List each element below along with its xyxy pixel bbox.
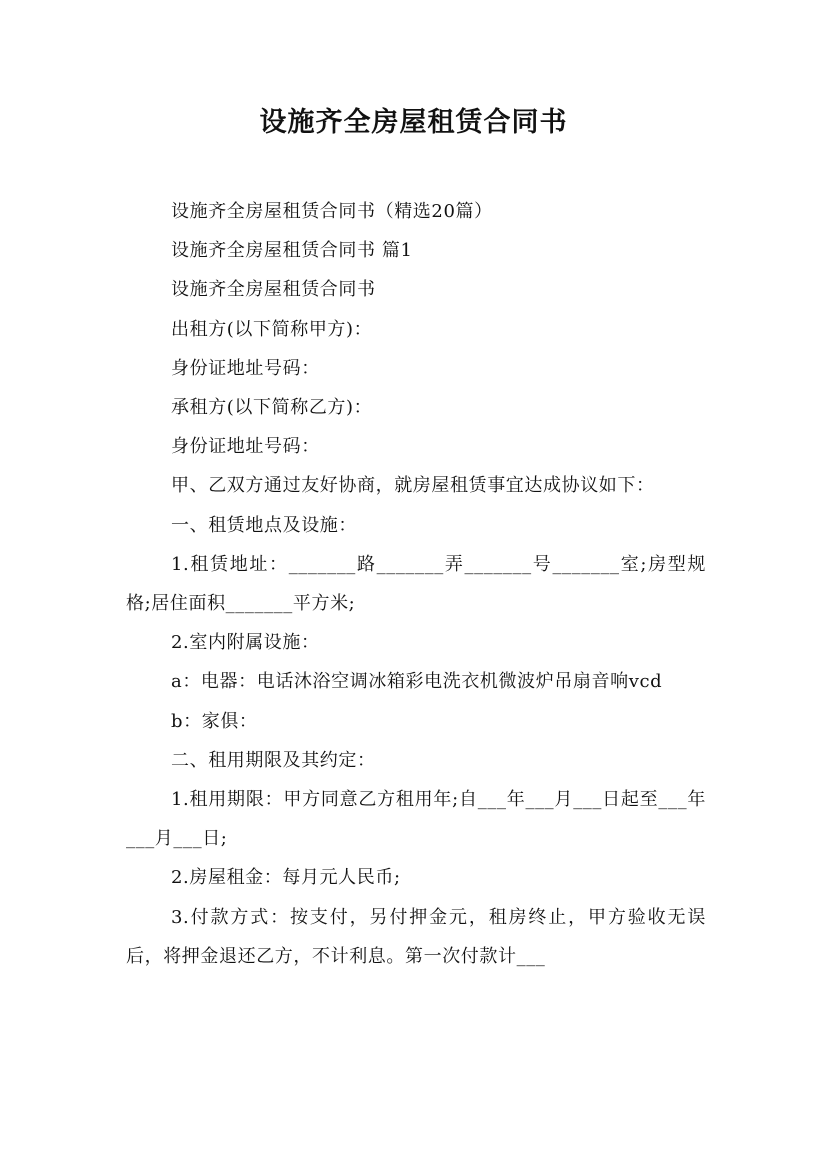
paragraph-6: 承租方(以下简称乙方)：: [171, 397, 373, 419]
paragraph-7: 身份证地址号码：: [171, 436, 320, 458]
paragraph-10: 1.租赁地址：_______路_______弄_______号_______室;房型规格;居住面积_______平方米;: [126, 553, 706, 615]
paragraph-15: 1.租用期限：甲方同意乙方租用年;自___年___月___日起至___年___月___日;: [126, 789, 706, 850]
paragraph-8: 甲、乙双方通过友好协商，就房屋租赁事宜达成协议如下：: [171, 475, 655, 497]
paragraph-3: 设施齐全房屋租赁合同书: [171, 279, 376, 301]
paragraph-17: 3.付款方式：按支付，另付押金元，租房终止，甲方验收无误后，将押金退还乙方，不计利息。第一次付款计___: [126, 906, 706, 967]
document-body: [126, 192, 706, 976]
paragraph-11: 2.室内附属设施：: [171, 632, 320, 654]
paragraph-4: 出租方(以下简称甲方)：: [171, 318, 373, 340]
paragraph-13: b：家俱：: [171, 710, 258, 732]
paragraph-12: a：电器：电话沐浴空调冰箱彩电洗衣机微波炉吊扇音响vcd: [171, 671, 663, 693]
document-title: 设施齐全房屋租赁合同书: [259, 107, 568, 138]
paragraph-14: 二、租用期限及其约定：: [171, 749, 376, 771]
paragraph-5: 身份证地址号码：: [171, 357, 320, 379]
paragraph-2: 设施齐全房屋租赁合同书 篇1: [171, 240, 413, 262]
paragraph-1: 设施齐全房屋租赁合同书（精选20篇）: [171, 201, 493, 222]
paragraph-16: 2.房屋租金：每月元人民币;: [171, 867, 401, 889]
paragraph-9: 一、租赁地点及设施：: [171, 514, 357, 536]
